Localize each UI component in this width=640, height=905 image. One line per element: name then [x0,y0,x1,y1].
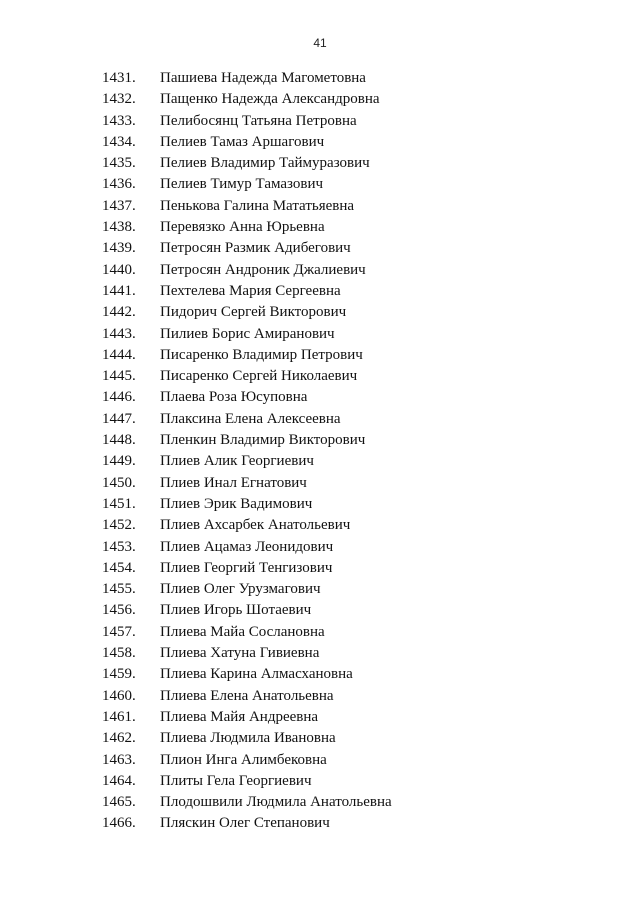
list-item [0,451,640,472]
list-item [0,302,640,323]
entry-name: Плиев Игорь Шотаевич [160,602,312,619]
entry-number: 1445. [102,368,136,385]
entry-number: 1466. [102,815,136,832]
entry-name: Писаренко Сергей Николаевич [160,368,358,385]
entry-name: Петросян Размик Адибегович [160,240,351,257]
entry-number: 1432. [102,91,136,108]
entry-number: 1461. [102,708,136,725]
entry-number: 1459. [102,666,136,683]
entry-name: Писаренко Владимир Петрович [160,346,363,363]
list-item [0,600,640,621]
entry-name: Плиева Майя Андреевна [160,708,319,725]
entry-number: 1442. [102,304,136,321]
list-item [0,473,640,494]
entry-number: 1453. [102,538,136,555]
entry-number: 1451. [102,495,136,512]
list-item [0,792,640,813]
list-item [0,664,640,685]
list-item [0,366,640,387]
list-item [0,707,640,728]
entry-name: Плиев Эрик Вадимович [160,495,313,512]
entry-number: 1463. [102,751,136,768]
entry-name: Плиев Олег Урузмагович [160,581,321,598]
list-item [0,430,640,451]
list-item [0,579,640,600]
entry-name: Плиты Гела Георгиевич [160,772,312,789]
list-item [0,345,640,366]
entry-name: Пашиева Надежда Магометовна [160,70,366,86]
list-item [0,409,640,430]
list-item [0,771,640,792]
entry-name: Пелиев Владимир Таймуразович [160,155,370,172]
entry-number: 1431. [102,70,136,86]
entry-name: Пащенко Надежда Александровна [160,91,380,108]
entry-name: Пелиев Тимур Тамазович [160,176,324,193]
entry-number: 1455. [102,581,136,598]
list-item [0,494,640,515]
list-item [0,324,640,345]
entry-number: 1449. [102,453,136,470]
list-item [0,217,640,238]
entry-number: 1462. [102,730,136,747]
list-item [0,387,640,408]
entry-name: Плаева Роза Юсуповна [160,389,308,406]
entry-number: 1434. [102,133,136,150]
entry-name: Пелибосянц Татьяна Петровна [160,112,357,129]
entry-number: 1465. [102,794,136,811]
entry-name: Плиев Инал Егнатович [160,474,307,491]
entry-number: 1440. [102,261,136,278]
list-item [0,537,640,558]
list-item [0,558,640,579]
entry-name: Плиев Алик Георгиевич [160,453,314,470]
entry-number: 1435. [102,155,136,172]
entry-number: 1448. [102,432,136,449]
entry-name: Плиев Ацамаз Леонидович [160,538,334,555]
entry-name: Плаксина Елена Алексеевна [160,410,341,427]
list-item [0,281,640,302]
list-item [0,111,640,132]
list-item [0,132,640,153]
entry-number: 1456. [102,602,136,619]
entry-name: Плиев Георгий Тенгизович [160,559,333,576]
list-item [0,260,640,281]
name-list [0,68,640,835]
entry-number: 1444. [102,346,136,363]
entry-number: 1433. [102,112,136,129]
list-item [0,728,640,749]
entry-name: Плиева Елена Анатольевна [160,687,334,704]
entry-name: Плиева Людмила Ивановна [160,730,336,747]
entry-name: Пелиев Тамаз Аршагович [160,133,325,150]
entry-number: 1460. [102,687,136,704]
entry-name: Пидорич Сергей Викторович [160,304,347,321]
entry-name: Плодошвили Людмила Анатольевна [160,794,392,811]
entry-name: Петросян Андроник Джалиевич [160,261,366,278]
entry-number: 1443. [102,325,136,342]
entry-number: 1450. [102,474,136,491]
entry-number: 1438. [102,219,136,236]
entry-number: 1447. [102,410,136,427]
entry-number: 1464. [102,772,136,789]
page-number: 41 [313,36,327,50]
list-item [0,89,640,110]
list-item [0,622,640,643]
entry-number: 1452. [102,517,136,534]
entry-number: 1457. [102,623,136,640]
entry-number: 1436. [102,176,136,193]
entry-name: Плиев Ахсарбек Анатольевич [160,517,351,534]
list-item [0,515,640,536]
entry-number: 1439. [102,240,136,257]
list-item [0,686,640,707]
entry-number: 1441. [102,282,136,299]
entry-name: Пилиев Борис Амиранович [160,325,335,342]
list-item [0,238,640,259]
list-item [0,643,640,664]
list-item [0,68,640,89]
list-item [0,153,640,174]
entry-name: Пляскин Олег Степанович [160,815,330,832]
entry-name: Перевязко Анна Юрьевна [160,219,325,236]
entry-name: Плиева Хатуна Гивиевна [160,645,320,662]
entry-name: Плион Инга Алимбековна [160,751,327,768]
entry-number: 1437. [102,197,136,214]
entry-name: Пехтелева Мария Сергеевна [160,282,341,299]
entry-number: 1454. [102,559,136,576]
entry-number: 1458. [102,645,136,662]
entry-name: Плиева Майа Сослановна [160,623,325,640]
list-item [0,813,640,834]
entry-number: 1446. [102,389,136,406]
list-item [0,174,640,195]
entry-name: Пенькова Галина Мататьяевна [160,197,355,214]
list-item [0,750,640,771]
entry-name: Плиева Карина Алмасхановна [160,666,353,683]
entry-name: Пленкин Владимир Викторович [160,432,366,449]
list-item [0,196,640,217]
